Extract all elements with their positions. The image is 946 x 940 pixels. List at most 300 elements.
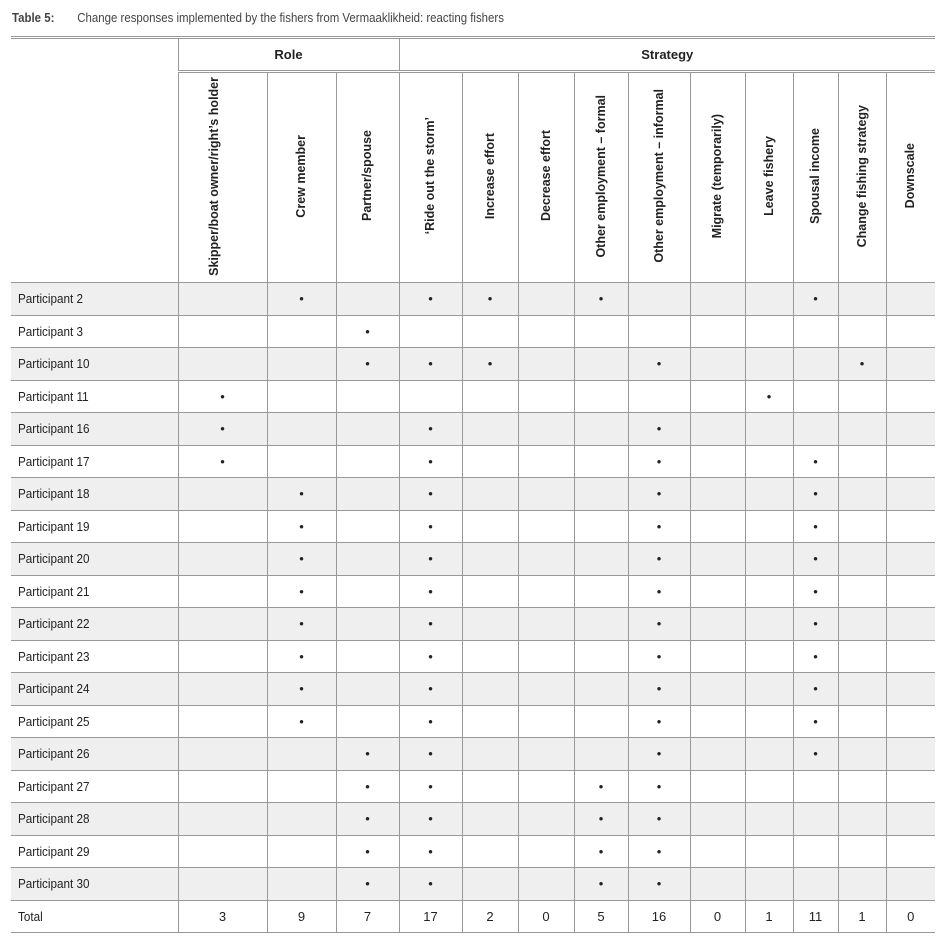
mark-cell	[745, 478, 793, 511]
row-label	[11, 705, 178, 738]
row-label	[11, 835, 178, 868]
mark-cell	[462, 705, 518, 738]
mark-cell	[628, 283, 690, 316]
mark-cell	[336, 283, 399, 316]
mark-cell: •	[399, 673, 462, 706]
corner-cell	[11, 38, 178, 283]
table-row	[11, 868, 935, 901]
mark-cell	[838, 608, 886, 641]
mark-cell	[178, 738, 267, 771]
mark-cell	[518, 315, 574, 348]
column-header	[336, 72, 399, 283]
row-label	[11, 380, 178, 413]
mark-cell	[886, 803, 935, 836]
mark-cell	[574, 543, 628, 576]
row-label	[11, 315, 178, 348]
mark-cell: •	[399, 640, 462, 673]
mark-cell	[745, 348, 793, 381]
mark-cell: •	[267, 705, 336, 738]
column-header-label: Leave fishery	[761, 136, 776, 216]
mark-cell: •	[574, 868, 628, 901]
mark-cell	[518, 738, 574, 771]
mark-cell	[690, 803, 745, 836]
mark-cell	[336, 705, 399, 738]
table-row	[11, 738, 935, 771]
mark-cell	[336, 413, 399, 446]
column-header-label: Increase effort	[482, 132, 497, 220]
mark-cell: •	[574, 803, 628, 836]
mark-cell	[793, 380, 838, 413]
mark-cell	[336, 575, 399, 608]
row-label-text: Participant 26	[18, 746, 90, 762]
mark-cell	[628, 380, 690, 413]
column-header-label: Decrease effort	[538, 130, 553, 222]
mark-cell	[886, 445, 935, 478]
mark-cell	[518, 348, 574, 381]
table-row	[11, 640, 935, 673]
mark-cell	[745, 445, 793, 478]
mark-cell	[838, 673, 886, 706]
column-header	[628, 72, 690, 283]
mark-cell	[745, 673, 793, 706]
row-label-text: Participant 10	[18, 356, 90, 372]
mark-cell	[462, 478, 518, 511]
mark-cell	[518, 510, 574, 543]
mark-cell	[793, 770, 838, 803]
total-cell: 1	[745, 900, 793, 933]
mark-cell	[838, 803, 886, 836]
responses-table	[11, 36, 935, 933]
mark-cell	[745, 510, 793, 543]
mark-cell	[745, 283, 793, 316]
mark-cell	[838, 770, 886, 803]
mark-cell	[690, 640, 745, 673]
mark-cell: •	[574, 770, 628, 803]
row-label	[11, 543, 178, 576]
mark-cell: •	[267, 673, 336, 706]
mark-cell: •	[793, 705, 838, 738]
row-label-text: Total	[18, 908, 43, 924]
mark-cell	[336, 478, 399, 511]
row-label	[11, 413, 178, 446]
table-row	[11, 673, 935, 706]
mark-cell	[267, 348, 336, 381]
mark-cell	[178, 705, 267, 738]
row-label-text: Participant 21	[18, 583, 90, 599]
row-label	[11, 445, 178, 478]
mark-cell	[793, 315, 838, 348]
mark-cell	[690, 575, 745, 608]
mark-cell: •	[336, 770, 399, 803]
mark-cell	[336, 445, 399, 478]
mark-cell	[838, 835, 886, 868]
column-header-label: Spousal income	[808, 128, 823, 224]
mark-cell	[745, 543, 793, 576]
total-cell: 9	[267, 900, 336, 933]
row-label-text: Participant 27	[18, 778, 90, 794]
mark-cell: •	[628, 640, 690, 673]
mark-cell	[886, 283, 935, 316]
mark-cell	[886, 510, 935, 543]
mark-cell	[462, 640, 518, 673]
mark-cell	[574, 608, 628, 641]
mark-cell	[886, 673, 935, 706]
mark-cell	[267, 445, 336, 478]
mark-cell	[518, 413, 574, 446]
mark-cell	[886, 315, 935, 348]
mark-cell	[838, 445, 886, 478]
mark-cell	[267, 770, 336, 803]
mark-cell: •	[628, 510, 690, 543]
row-label	[11, 770, 178, 803]
mark-cell	[793, 835, 838, 868]
mark-cell	[745, 803, 793, 836]
mark-cell: •	[336, 835, 399, 868]
mark-cell	[462, 608, 518, 641]
mark-cell	[793, 413, 838, 446]
mark-cell	[462, 413, 518, 446]
mark-cell	[690, 413, 745, 446]
mark-cell	[745, 705, 793, 738]
mark-cell	[178, 803, 267, 836]
mark-cell	[462, 445, 518, 478]
row-label-text: Participant 24	[18, 681, 90, 697]
mark-cell	[178, 478, 267, 511]
total-cell: 2	[462, 900, 518, 933]
mark-cell	[690, 738, 745, 771]
mark-cell	[886, 835, 935, 868]
row-label-text: Participant 25	[18, 713, 90, 729]
mark-cell	[838, 543, 886, 576]
mark-cell: •	[399, 478, 462, 511]
mark-cell	[574, 315, 628, 348]
mark-cell: •	[628, 543, 690, 576]
mark-cell	[462, 803, 518, 836]
mark-cell	[745, 575, 793, 608]
column-header	[886, 72, 935, 283]
mark-cell	[267, 738, 336, 771]
table-row	[11, 283, 935, 316]
total-cell: 17	[399, 900, 462, 933]
table-row	[11, 543, 935, 576]
mark-cell: •	[399, 738, 462, 771]
mark-cell	[690, 283, 745, 316]
mark-cell: •	[628, 673, 690, 706]
mark-cell: •	[628, 770, 690, 803]
mark-cell	[462, 315, 518, 348]
mark-cell: •	[267, 478, 336, 511]
mark-cell: •	[793, 673, 838, 706]
mark-cell	[886, 380, 935, 413]
mark-cell	[745, 770, 793, 803]
mark-cell: •	[178, 413, 267, 446]
mark-cell: •	[399, 835, 462, 868]
mark-cell	[793, 348, 838, 381]
mark-cell: •	[628, 348, 690, 381]
mark-cell	[462, 835, 518, 868]
mark-cell	[690, 705, 745, 738]
mark-cell: •	[336, 738, 399, 771]
mark-cell: •	[793, 640, 838, 673]
mark-cell	[838, 478, 886, 511]
mark-cell	[178, 835, 267, 868]
mark-cell	[336, 380, 399, 413]
mark-cell	[745, 315, 793, 348]
row-label-text: Participant 2	[18, 291, 84, 307]
mark-cell	[518, 640, 574, 673]
mark-cell	[745, 868, 793, 901]
mark-cell	[518, 868, 574, 901]
mark-cell	[518, 608, 574, 641]
mark-cell: •	[267, 575, 336, 608]
column-header	[462, 72, 518, 283]
mark-cell: •	[628, 608, 690, 641]
mark-cell	[886, 543, 935, 576]
mark-cell	[838, 575, 886, 608]
row-label-text: Participant 16	[18, 421, 90, 437]
mark-cell: •	[628, 575, 690, 608]
group-role: Role	[178, 38, 399, 72]
mark-cell	[518, 445, 574, 478]
row-label	[11, 608, 178, 641]
mark-cell: •	[462, 283, 518, 316]
mark-cell	[574, 705, 628, 738]
mark-cell: •	[399, 543, 462, 576]
mark-cell: •	[793, 738, 838, 771]
mark-cell	[574, 348, 628, 381]
mark-cell	[886, 348, 935, 381]
column-header	[518, 72, 574, 283]
mark-cell: •	[399, 575, 462, 608]
mark-cell	[178, 315, 267, 348]
mark-cell	[336, 510, 399, 543]
mark-cell	[462, 738, 518, 771]
mark-cell	[628, 315, 690, 348]
mark-cell	[267, 413, 336, 446]
group-header-row	[11, 38, 935, 72]
row-label	[11, 510, 178, 543]
mark-cell	[574, 380, 628, 413]
row-label-text: Participant 29	[18, 843, 90, 859]
total-cell: 16	[628, 900, 690, 933]
mark-cell	[518, 478, 574, 511]
mark-cell	[574, 445, 628, 478]
mark-cell	[886, 478, 935, 511]
table-row	[11, 348, 935, 381]
table-row	[11, 510, 935, 543]
mark-cell	[838, 283, 886, 316]
mark-cell	[690, 478, 745, 511]
row-label	[11, 900, 178, 933]
row-label	[11, 575, 178, 608]
mark-cell: •	[793, 575, 838, 608]
mark-cell: •	[399, 770, 462, 803]
mark-cell	[462, 868, 518, 901]
mark-cell	[336, 640, 399, 673]
mark-cell	[690, 543, 745, 576]
row-label	[11, 348, 178, 381]
table-caption	[12, 10, 504, 25]
mark-cell	[838, 315, 886, 348]
column-header	[267, 72, 336, 283]
mark-cell: •	[336, 803, 399, 836]
mark-cell	[886, 575, 935, 608]
total-row	[11, 900, 935, 933]
mark-cell	[574, 478, 628, 511]
mark-cell	[574, 413, 628, 446]
row-label-text: Participant 11	[18, 388, 89, 404]
mark-cell: •	[793, 478, 838, 511]
table-row	[11, 770, 935, 803]
column-header	[793, 72, 838, 283]
mark-cell: •	[336, 868, 399, 901]
mark-cell	[745, 738, 793, 771]
mark-cell: •	[793, 543, 838, 576]
mark-cell	[518, 770, 574, 803]
mark-cell: •	[399, 705, 462, 738]
mark-cell	[690, 835, 745, 868]
mark-cell	[178, 673, 267, 706]
mark-cell	[178, 543, 267, 576]
column-header	[399, 72, 462, 283]
mark-cell	[793, 868, 838, 901]
mark-cell	[886, 705, 935, 738]
table-row	[11, 478, 935, 511]
mark-cell: •	[628, 705, 690, 738]
mark-cell	[838, 738, 886, 771]
mark-cell	[267, 315, 336, 348]
mark-cell	[690, 673, 745, 706]
mark-cell	[838, 705, 886, 738]
row-label	[11, 283, 178, 316]
mark-cell	[838, 868, 886, 901]
row-label-text: Participant 20	[18, 551, 90, 567]
row-label	[11, 803, 178, 836]
mark-cell	[690, 315, 745, 348]
mark-cell: •	[267, 640, 336, 673]
mark-cell: •	[267, 283, 336, 316]
mark-cell	[745, 835, 793, 868]
total-cell: 3	[178, 900, 267, 933]
mark-cell	[178, 770, 267, 803]
mark-cell: •	[628, 413, 690, 446]
mark-cell	[745, 413, 793, 446]
column-header-label: Downscale	[903, 143, 918, 209]
row-label	[11, 640, 178, 673]
mark-cell	[518, 673, 574, 706]
row-label-text: Participant 30	[18, 876, 90, 892]
mark-cell	[574, 510, 628, 543]
mark-cell	[462, 575, 518, 608]
mark-cell	[690, 868, 745, 901]
column-header-label: Partner/spouse	[360, 130, 374, 222]
mark-cell	[690, 445, 745, 478]
column-header	[690, 72, 745, 283]
mark-cell	[745, 608, 793, 641]
mark-cell	[886, 770, 935, 803]
mark-cell: •	[399, 283, 462, 316]
mark-cell	[267, 803, 336, 836]
table-row	[11, 705, 935, 738]
mark-cell: •	[399, 445, 462, 478]
column-header	[574, 72, 628, 283]
row-label	[11, 673, 178, 706]
mark-cell	[178, 283, 267, 316]
mark-cell: •	[178, 380, 267, 413]
total-cell: 1	[838, 900, 886, 933]
mark-cell: •	[399, 413, 462, 446]
row-label	[11, 738, 178, 771]
total-cell: 11	[793, 900, 838, 933]
mark-cell	[178, 510, 267, 543]
table-row	[11, 575, 935, 608]
mark-cell: •	[745, 380, 793, 413]
mark-cell: •	[793, 283, 838, 316]
mark-cell: •	[628, 835, 690, 868]
row-label	[11, 868, 178, 901]
mark-cell	[399, 380, 462, 413]
mark-cell	[574, 673, 628, 706]
column-header-label: Skipper/boat owner/right’s holder	[206, 76, 221, 276]
mark-cell: •	[267, 608, 336, 641]
mark-cell: •	[267, 543, 336, 576]
mark-cell: •	[628, 803, 690, 836]
row-label-text: Participant 23	[18, 648, 90, 664]
mark-cell	[267, 380, 336, 413]
mark-cell	[690, 348, 745, 381]
mark-cell	[886, 640, 935, 673]
mark-cell	[178, 640, 267, 673]
mark-cell	[336, 543, 399, 576]
table-row	[11, 608, 935, 641]
mark-cell: •	[793, 608, 838, 641]
mark-cell: •	[628, 445, 690, 478]
mark-cell	[336, 673, 399, 706]
mark-cell	[518, 380, 574, 413]
mark-cell: •	[574, 283, 628, 316]
mark-cell	[399, 315, 462, 348]
mark-cell	[462, 543, 518, 576]
column-header	[178, 72, 267, 283]
row-label-text: Participant 28	[18, 811, 90, 827]
mark-cell	[518, 283, 574, 316]
mark-cell: •	[628, 478, 690, 511]
mark-cell: •	[462, 348, 518, 381]
row-label-text: Participant 19	[18, 518, 90, 534]
total-cell: 7	[336, 900, 399, 933]
mark-cell	[690, 770, 745, 803]
mark-cell	[886, 738, 935, 771]
total-cell: 0	[690, 900, 745, 933]
mark-cell	[574, 738, 628, 771]
mark-cell	[838, 510, 886, 543]
mark-cell	[462, 380, 518, 413]
mark-cell: •	[336, 315, 399, 348]
table-row	[11, 380, 935, 413]
mark-cell	[793, 803, 838, 836]
mark-cell	[745, 640, 793, 673]
mark-cell	[838, 380, 886, 413]
table-row	[11, 413, 935, 446]
mark-cell	[462, 770, 518, 803]
mark-cell	[690, 380, 745, 413]
mark-cell	[267, 868, 336, 901]
column-header-label: ‘Ride out the storm’	[423, 117, 438, 235]
row-label-text: Participant 18	[18, 486, 90, 502]
group-strategy: Strategy	[399, 38, 935, 72]
mark-cell: •	[178, 445, 267, 478]
table-row	[11, 315, 935, 348]
